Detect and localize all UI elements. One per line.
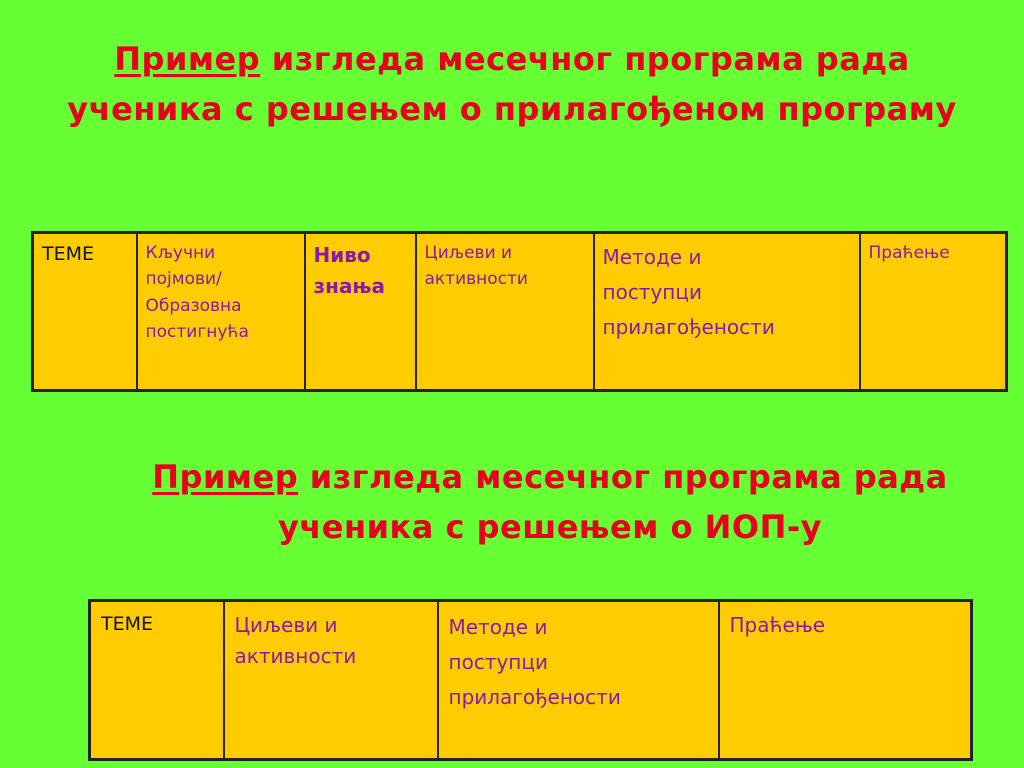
header-nivo-znanja: Ниво знања (313, 243, 386, 298)
table-header-cell (305, 233, 416, 391)
section2-table (88, 599, 973, 761)
header-pracenje: Праћење (868, 243, 950, 263)
table-header-cell (719, 601, 972, 760)
table-header-cell (860, 233, 1007, 391)
section1-table (31, 231, 1008, 392)
table-header-cell (594, 233, 860, 391)
table-header-cell (90, 601, 224, 760)
header-metode: Методе и поступци прилагођености (602, 245, 775, 339)
header-teme: ТЕМЕ (42, 243, 95, 265)
header-metode: Методе и поступци прилагођености (448, 615, 621, 709)
header-pracenje: Праћење (729, 613, 826, 637)
table-header-cell (416, 233, 594, 391)
header-ciljevi: Циљеви и активности (424, 243, 528, 290)
header-teme: ТЕМЕ (101, 613, 154, 635)
table-header-cell (224, 601, 438, 760)
table-header-cell (438, 601, 719, 760)
section1-title-rest: изгледа месечног програма рада ученика с решењем о прилагођеном програму (67, 40, 957, 128)
section2-title (100, 452, 1000, 552)
section1-title (40, 34, 984, 134)
section2-title-lead: Пример (152, 458, 299, 496)
table-header-cell (33, 233, 137, 391)
section1-title-lead: Пример (114, 40, 261, 78)
header-ciljevi: Циљеви и активности (234, 613, 357, 668)
table-row (90, 601, 972, 760)
table-header-cell (137, 233, 305, 391)
table-row (33, 233, 1007, 391)
header-kljucni-pojmovi: Кључни појмови/ Образовна постигнућа (145, 243, 249, 343)
section2-title-rest: изгледа месечног програма рада ученика с решењем о ИОП-у (277, 458, 948, 546)
